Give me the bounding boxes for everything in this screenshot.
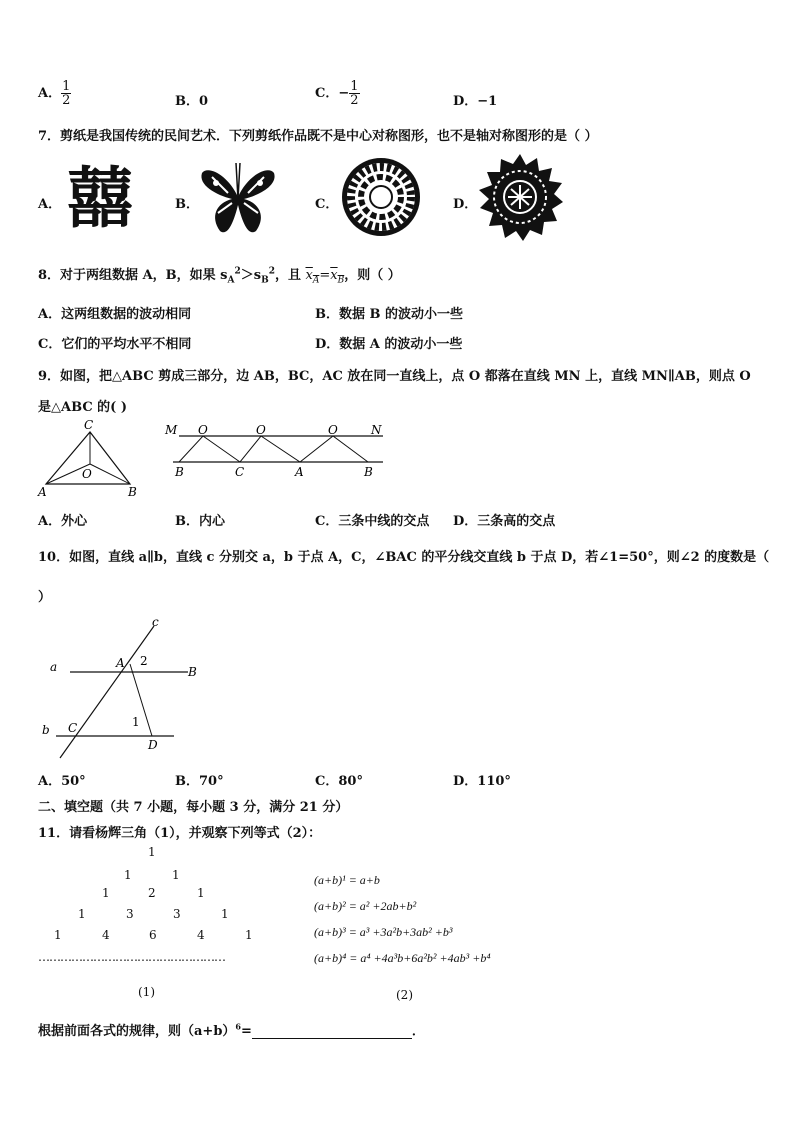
figure-caption-2: (2) bbox=[396, 988, 413, 1002]
q7-option-a-label: A． bbox=[38, 197, 62, 212]
q7-stem: 7．剪纸是我国传统的民间艺术．下列剪纸作品既不是中心对称图形，也不是轴对称图形的是（ ） bbox=[38, 129, 598, 144]
q11-stem: 11．请看杨辉三角（1），并观察下列等式（2）： bbox=[38, 826, 322, 841]
sun-pattern-papercut-icon bbox=[475, 152, 565, 242]
triangle-cell: 3 bbox=[173, 907, 181, 921]
triangle-cell: 1 bbox=[78, 907, 86, 921]
q10-parallel-lines-figure bbox=[36, 612, 216, 762]
triangle-cell: 4 bbox=[197, 928, 205, 942]
label-line-a: a bbox=[50, 660, 58, 674]
label-point-c: C bbox=[68, 721, 78, 735]
q6-option-a bbox=[38, 80, 71, 107]
q6-option-d: D．−1 bbox=[453, 94, 498, 109]
label-angle-2: 2 bbox=[140, 654, 148, 668]
answer-blank[interactable] bbox=[252, 1026, 412, 1039]
triangle-cell: 1 bbox=[172, 868, 180, 882]
label-o: O bbox=[82, 467, 92, 481]
q6-option-c bbox=[315, 80, 360, 107]
label-point-d: D bbox=[148, 738, 158, 752]
triangle-cell: 1 bbox=[197, 886, 205, 900]
label-o2: O bbox=[256, 423, 266, 437]
triangle-cell: 6 bbox=[149, 928, 157, 942]
q7-option-b-label: B． bbox=[175, 197, 199, 212]
triangle-continuation-dots: …………………………………………… bbox=[38, 950, 225, 964]
butterfly-papercut-icon bbox=[198, 155, 278, 240]
binomial-eq-4: (a+b)⁴ = a⁴ +4a³b+6a²b² +4ab³ +b⁴ bbox=[314, 951, 491, 965]
q6-option-a-label: A． bbox=[38, 86, 62, 101]
double-happiness-papercut-icon bbox=[60, 155, 140, 245]
figure-caption-1: (1) bbox=[138, 985, 155, 999]
label-point-a: A bbox=[116, 656, 125, 670]
triangle-cell: 1 bbox=[245, 928, 253, 942]
label-n: N bbox=[371, 423, 382, 437]
label-a: A bbox=[38, 485, 47, 499]
q6-option-a-fraction: $\frac{1}{2}$ bbox=[62, 79, 71, 108]
label-c: C bbox=[235, 465, 245, 479]
triangle-cell: 1 bbox=[148, 845, 156, 859]
binomial-eq-1: (a+b)¹ = a+b bbox=[314, 873, 380, 887]
q11-answer-line: 根据前面各式的规律，则$(a+b)^6=$ ． bbox=[38, 1021, 425, 1039]
q10-option-b: B．70° bbox=[175, 774, 224, 789]
section-title: 二、填空题（共 7 小题，每小题 3 分，满分 21 分） bbox=[38, 800, 349, 815]
label-b: B bbox=[128, 485, 137, 499]
q8-stem: 8．对于两组数据 A，B，如果 $s_A^2>s_B^2$，且 $x_A=x_B$，则（ ） bbox=[38, 266, 401, 286]
binomial-eq-2: (a+b)² = a² +2ab+b² bbox=[314, 899, 417, 913]
q7-option-d-label: D． bbox=[453, 197, 478, 212]
label-a: A bbox=[295, 465, 304, 479]
label-point-b: B bbox=[188, 665, 197, 679]
triangle-cell: 3 bbox=[126, 907, 134, 921]
label-c: C bbox=[84, 418, 94, 432]
q8-option-d: D．数据 A 的波动小一些 bbox=[315, 337, 463, 352]
round-flower-papercut-icon bbox=[340, 156, 422, 238]
label-angle-1: 1 bbox=[132, 715, 140, 729]
q10-option-a: A．50° bbox=[38, 774, 86, 789]
q6-option-b: B．0 bbox=[175, 94, 209, 109]
label-line-b: b bbox=[42, 723, 50, 737]
q10-stem-line1: 10．如图，直线 a∥b，直线 c 分别交 a，b 于点 A，C，∠BAC 的平分线交直线 b 于点 D，若∠1=50°，则∠2 的度数是（ bbox=[38, 550, 770, 565]
q8-option-b: B．数据 B 的波动小一些 bbox=[315, 307, 464, 322]
label-b1: B bbox=[175, 465, 184, 479]
triangle-cell: 4 bbox=[102, 928, 110, 942]
triangle-cell: 1 bbox=[54, 928, 62, 942]
q7-option-c-label: C． bbox=[315, 197, 339, 212]
q6-option-c-fraction: $\frac{1}{2}$ bbox=[350, 79, 359, 108]
q8-option-a: A．这两组数据的波动相同 bbox=[38, 307, 192, 322]
double-happiness-glyph: 囍 bbox=[67, 160, 133, 237]
q9-stem-line1: 9．如图，把△ABC 剪成三部分，边 AB，BC，AC 放在同一直线上，点 O 都落在直线 MN 上，直线 MN∥AB，则点 O bbox=[38, 369, 751, 384]
label-m: M bbox=[165, 423, 178, 437]
q8-option-c: C．它们的平均水平不相同 bbox=[38, 337, 192, 352]
triangle-cell: 2 bbox=[148, 886, 156, 900]
q9-option-a: A．外心 bbox=[38, 514, 88, 529]
label-o3: O bbox=[328, 423, 338, 437]
q9-option-c: C．三条中线的交点 bbox=[315, 514, 430, 529]
triangle-cell: 1 bbox=[124, 868, 132, 882]
q9-option-b: B．内心 bbox=[175, 514, 225, 529]
q10-option-c: C．80° bbox=[315, 774, 363, 789]
q9-triangle-figure bbox=[34, 418, 154, 500]
label-o1: O bbox=[198, 423, 208, 437]
binomial-eq-3: (a+b)³ = a³ +3a²b+3ab² +b³ bbox=[314, 925, 453, 939]
mean-b: $x_B$ bbox=[330, 268, 345, 286]
q6-option-c-label: C．− bbox=[315, 86, 350, 101]
triangle-cell: 1 bbox=[102, 886, 110, 900]
q10-stem-line2: ） bbox=[38, 590, 52, 605]
mean-a: $x_A$ bbox=[305, 268, 320, 286]
q10-option-d: D．110° bbox=[453, 774, 511, 789]
q9-strip-figure bbox=[163, 420, 391, 482]
label-line-c: c bbox=[152, 615, 159, 629]
q9-option-d: D．三条高的交点 bbox=[453, 514, 556, 529]
triangle-cell: 1 bbox=[221, 907, 229, 921]
q9-stem-line2: 是△ABC 的( ) bbox=[38, 400, 128, 415]
label-b2: B bbox=[364, 465, 373, 479]
